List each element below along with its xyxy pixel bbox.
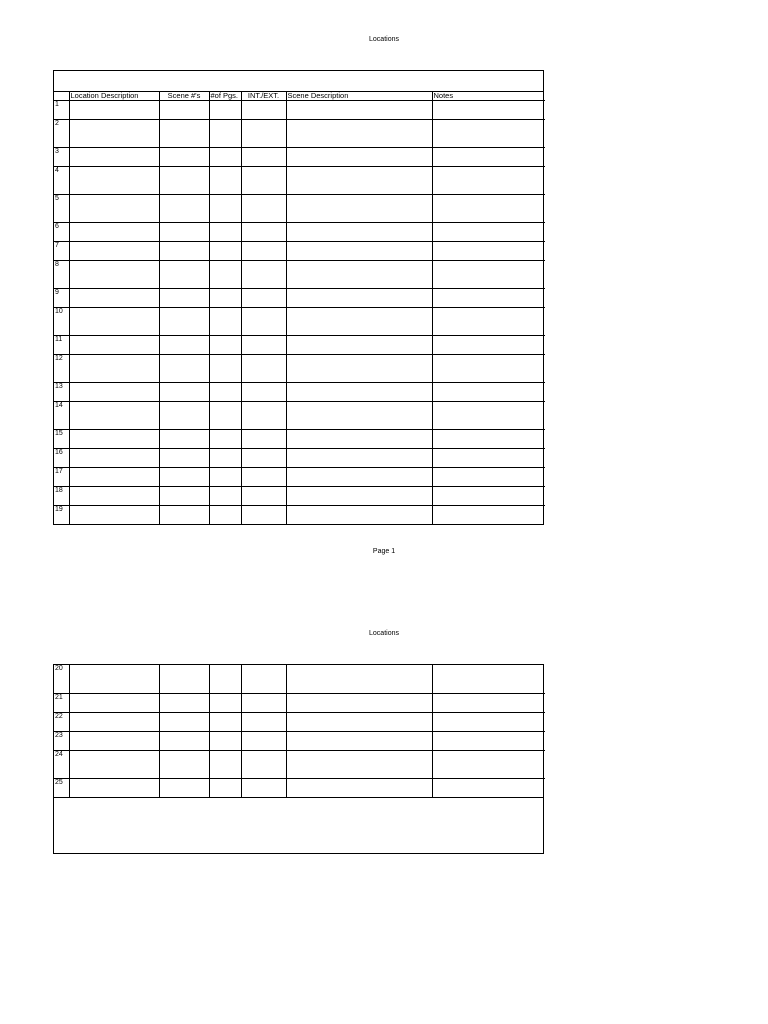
page-title: Locations <box>369 630 399 637</box>
locations-table-continued <box>54 665 545 797</box>
pages-cell[interactable] <box>209 223 241 242</box>
location-description-cell[interactable] <box>69 750 159 778</box>
pages-cell[interactable] <box>209 336 241 355</box>
int-ext-cell[interactable] <box>241 120 286 148</box>
int-ext-cell[interactable] <box>241 223 286 242</box>
location-description-cell[interactable] <box>69 289 159 308</box>
row-number: 12 <box>54 355 69 383</box>
scene-description-cell[interactable] <box>286 487 432 506</box>
table-row <box>54 402 545 430</box>
scene-description-cell[interactable] <box>286 261 432 289</box>
scene-description-cell[interactable] <box>286 449 432 468</box>
location-description-cell[interactable] <box>69 355 159 383</box>
scene-numbers-cell[interactable] <box>159 242 209 261</box>
header-scene-numbers: Scene #'s <box>159 92 209 101</box>
int-ext-cell[interactable] <box>241 383 286 402</box>
pages-cell[interactable] <box>209 693 241 712</box>
int-ext-cell[interactable] <box>241 506 286 524</box>
location-description-cell[interactable] <box>69 449 159 468</box>
scene-description-cell[interactable] <box>286 402 432 430</box>
pages-cell[interactable] <box>209 242 241 261</box>
location-description-cell[interactable] <box>69 242 159 261</box>
scene-numbers-cell[interactable] <box>159 101 209 120</box>
row-number: 17 <box>54 468 69 487</box>
location-description-cell[interactable] <box>69 336 159 355</box>
header-notes: Notes <box>432 92 545 101</box>
notes-cell[interactable] <box>432 468 545 487</box>
pages-cell[interactable] <box>209 308 241 336</box>
scene-numbers-cell[interactable] <box>159 449 209 468</box>
scene-description-cell[interactable] <box>286 355 432 383</box>
row-number: 6 <box>54 223 69 242</box>
notes-cell[interactable] <box>432 449 545 468</box>
scene-description-cell[interactable] <box>286 101 432 120</box>
notes-cell[interactable] <box>432 665 545 693</box>
table-row <box>54 430 545 449</box>
scene-description-cell[interactable] <box>286 308 432 336</box>
scene-numbers-cell[interactable] <box>159 148 209 167</box>
scene-numbers-cell[interactable] <box>159 487 209 506</box>
pages-cell[interactable] <box>209 383 241 402</box>
notes-cell[interactable] <box>432 506 545 524</box>
pages-cell[interactable] <box>209 506 241 524</box>
row-number: 10 <box>54 308 69 336</box>
header-int-ext: INT./EXT. <box>241 92 286 101</box>
notes-cell[interactable] <box>432 383 545 402</box>
location-description-cell[interactable] <box>69 402 159 430</box>
header-scene-description: Scene Description <box>286 92 432 101</box>
int-ext-cell[interactable] <box>241 289 286 308</box>
row-number: 25 <box>54 778 69 797</box>
table-row <box>54 468 545 487</box>
sheet-footer-band <box>54 797 543 853</box>
table-row <box>54 731 545 750</box>
pages-cell[interactable] <box>209 712 241 731</box>
int-ext-cell[interactable] <box>241 261 286 289</box>
scene-numbers-cell[interactable] <box>159 430 209 449</box>
table-row <box>54 308 545 336</box>
pages-cell[interactable] <box>209 355 241 383</box>
row-number: 21 <box>54 693 69 712</box>
location-description-cell[interactable] <box>69 308 159 336</box>
notes-cell[interactable] <box>432 195 545 223</box>
notes-cell[interactable] <box>432 289 545 308</box>
scene-description-cell[interactable] <box>286 468 432 487</box>
pages-cell[interactable] <box>209 101 241 120</box>
location-description-cell[interactable] <box>69 487 159 506</box>
notes-cell[interactable] <box>432 101 545 120</box>
row-number: 4 <box>54 167 69 195</box>
row-number: 1 <box>54 101 69 120</box>
pages-cell[interactable] <box>209 449 241 468</box>
location-description-cell[interactable] <box>69 223 159 242</box>
scene-description-cell[interactable] <box>286 242 432 261</box>
row-number: 22 <box>54 712 69 731</box>
page-title: Locations <box>369 36 399 43</box>
pages-cell[interactable] <box>209 289 241 308</box>
table-row <box>54 778 545 797</box>
scene-description-cell[interactable] <box>286 430 432 449</box>
location-description-cell[interactable] <box>69 383 159 402</box>
row-number: 7 <box>54 242 69 261</box>
int-ext-cell[interactable] <box>241 430 286 449</box>
scene-description-cell[interactable] <box>286 506 432 524</box>
table-row <box>54 750 545 778</box>
scene-numbers-cell[interactable] <box>159 731 209 750</box>
table-row <box>54 712 545 731</box>
scene-numbers-cell[interactable] <box>159 750 209 778</box>
notes-cell[interactable] <box>432 148 545 167</box>
pages-cell[interactable] <box>209 195 241 223</box>
int-ext-cell[interactable] <box>241 101 286 120</box>
location-description-cell[interactable] <box>69 120 159 148</box>
int-ext-cell[interactable] <box>241 468 286 487</box>
scene-numbers-cell[interactable] <box>159 712 209 731</box>
header-row-number <box>54 92 69 101</box>
scene-numbers-cell[interactable] <box>159 223 209 242</box>
location-description-cell[interactable] <box>69 261 159 289</box>
table-row <box>54 506 545 524</box>
table-row <box>54 289 545 308</box>
int-ext-cell[interactable] <box>241 336 286 355</box>
notes-cell[interactable] <box>432 778 545 797</box>
pages-cell[interactable] <box>209 665 241 693</box>
pages-cell[interactable] <box>209 402 241 430</box>
pages-cell[interactable] <box>209 430 241 449</box>
location-description-cell[interactable] <box>69 101 159 120</box>
scene-description-cell[interactable] <box>286 778 432 797</box>
int-ext-cell[interactable] <box>241 402 286 430</box>
notes-cell[interactable] <box>432 693 545 712</box>
notes-cell[interactable] <box>432 487 545 506</box>
int-ext-cell[interactable] <box>241 487 286 506</box>
row-number: 16 <box>54 449 69 468</box>
row-number: 19 <box>54 506 69 524</box>
pages-cell[interactable] <box>209 261 241 289</box>
int-ext-cell[interactable] <box>241 167 286 195</box>
locations-sheet-page-2 <box>53 664 544 854</box>
scene-description-cell[interactable] <box>286 693 432 712</box>
scene-description-cell[interactable] <box>286 195 432 223</box>
locations-table <box>54 92 545 524</box>
table-row <box>54 148 545 167</box>
pages-cell[interactable] <box>209 167 241 195</box>
int-ext-cell[interactable] <box>241 195 286 223</box>
row-number: 20 <box>54 665 69 693</box>
int-ext-cell[interactable] <box>241 731 286 750</box>
scene-description-cell[interactable] <box>286 712 432 731</box>
location-description-cell[interactable] <box>69 468 159 487</box>
notes-cell[interactable] <box>432 731 545 750</box>
notes-cell[interactable] <box>432 167 545 195</box>
scene-description-cell[interactable] <box>286 665 432 693</box>
notes-cell[interactable] <box>432 242 545 261</box>
scene-description-cell[interactable] <box>286 223 432 242</box>
scene-numbers-cell[interactable] <box>159 383 209 402</box>
scene-description-cell[interactable] <box>286 731 432 750</box>
int-ext-cell[interactable] <box>241 148 286 167</box>
scene-numbers-cell[interactable] <box>159 167 209 195</box>
table-row <box>54 242 545 261</box>
scene-numbers-cell[interactable] <box>159 308 209 336</box>
table-row <box>54 167 545 195</box>
int-ext-cell[interactable] <box>241 712 286 731</box>
scene-numbers-cell[interactable] <box>159 778 209 797</box>
scene-numbers-cell[interactable] <box>159 402 209 430</box>
pages-cell[interactable] <box>209 778 241 797</box>
scene-description-cell[interactable] <box>286 148 432 167</box>
scene-numbers-cell[interactable] <box>159 355 209 383</box>
table-row <box>54 101 545 120</box>
scene-numbers-cell[interactable] <box>159 195 209 223</box>
location-description-cell[interactable] <box>69 693 159 712</box>
row-number: 23 <box>54 731 69 750</box>
location-description-cell[interactable] <box>69 712 159 731</box>
notes-cell[interactable] <box>432 402 545 430</box>
notes-cell[interactable] <box>432 261 545 289</box>
scene-numbers-cell[interactable] <box>159 289 209 308</box>
pages-cell[interactable] <box>209 468 241 487</box>
row-number: 24 <box>54 750 69 778</box>
int-ext-cell[interactable] <box>241 693 286 712</box>
header-location-description: Location Description <box>69 92 159 101</box>
scene-description-cell[interactable] <box>286 289 432 308</box>
row-number: 9 <box>54 289 69 308</box>
pages-cell[interactable] <box>209 750 241 778</box>
location-description-cell[interactable] <box>69 665 159 693</box>
table-row <box>54 383 545 402</box>
int-ext-cell[interactable] <box>241 242 286 261</box>
scene-numbers-cell[interactable] <box>159 468 209 487</box>
scene-description-cell[interactable] <box>286 336 432 355</box>
pages-cell[interactable] <box>209 148 241 167</box>
scene-numbers-cell[interactable] <box>159 120 209 148</box>
location-description-cell[interactable] <box>69 167 159 195</box>
scene-numbers-cell[interactable] <box>159 693 209 712</box>
table-row <box>54 195 545 223</box>
location-description-cell[interactable] <box>69 506 159 524</box>
int-ext-cell[interactable] <box>241 308 286 336</box>
row-number: 13 <box>54 383 69 402</box>
notes-cell[interactable] <box>432 223 545 242</box>
location-description-cell[interactable] <box>69 430 159 449</box>
notes-cell[interactable] <box>432 308 545 336</box>
int-ext-cell[interactable] <box>241 750 286 778</box>
row-number: 15 <box>54 430 69 449</box>
scene-numbers-cell[interactable] <box>159 506 209 524</box>
int-ext-cell[interactable] <box>241 449 286 468</box>
row-number: 2 <box>54 120 69 148</box>
table-row <box>54 120 545 148</box>
row-number: 18 <box>54 487 69 506</box>
location-description-cell[interactable] <box>69 148 159 167</box>
notes-cell[interactable] <box>432 430 545 449</box>
notes-cell[interactable] <box>432 750 545 778</box>
row-number: 3 <box>54 148 69 167</box>
row-number: 11 <box>54 336 69 355</box>
scene-description-cell[interactable] <box>286 750 432 778</box>
notes-cell[interactable] <box>432 120 545 148</box>
notes-cell[interactable] <box>432 355 545 383</box>
pages-cell[interactable] <box>209 120 241 148</box>
scene-description-cell[interactable] <box>286 167 432 195</box>
pages-cell[interactable] <box>209 731 241 750</box>
scene-numbers-cell[interactable] <box>159 665 209 693</box>
scene-description-cell[interactable] <box>286 120 432 148</box>
int-ext-cell[interactable] <box>241 665 286 693</box>
pages-cell[interactable] <box>209 487 241 506</box>
row-number: 14 <box>54 402 69 430</box>
scene-numbers-cell[interactable] <box>159 261 209 289</box>
table-row <box>54 261 545 289</box>
row-number: 8 <box>54 261 69 289</box>
table-row <box>54 449 545 468</box>
location-description-cell[interactable] <box>69 731 159 750</box>
locations-sheet-page-1 <box>53 70 544 525</box>
notes-cell[interactable] <box>432 336 545 355</box>
int-ext-cell[interactable] <box>241 778 286 797</box>
location-description-cell[interactable] <box>69 778 159 797</box>
notes-cell[interactable] <box>432 712 545 731</box>
scene-numbers-cell[interactable] <box>159 336 209 355</box>
table-row <box>54 336 545 355</box>
row-number: 5 <box>54 195 69 223</box>
scene-description-cell[interactable] <box>286 383 432 402</box>
table-row <box>54 487 545 506</box>
sheet-title-band <box>54 71 543 92</box>
table-row <box>54 693 545 712</box>
page-number: Page 1 <box>372 548 396 555</box>
table-row <box>54 223 545 242</box>
header-number-of-pages: #of Pgs. <box>209 92 241 101</box>
table-row <box>54 665 545 693</box>
int-ext-cell[interactable] <box>241 355 286 383</box>
table-header-row <box>54 92 545 101</box>
location-description-cell[interactable] <box>69 195 159 223</box>
table-row <box>54 355 545 383</box>
